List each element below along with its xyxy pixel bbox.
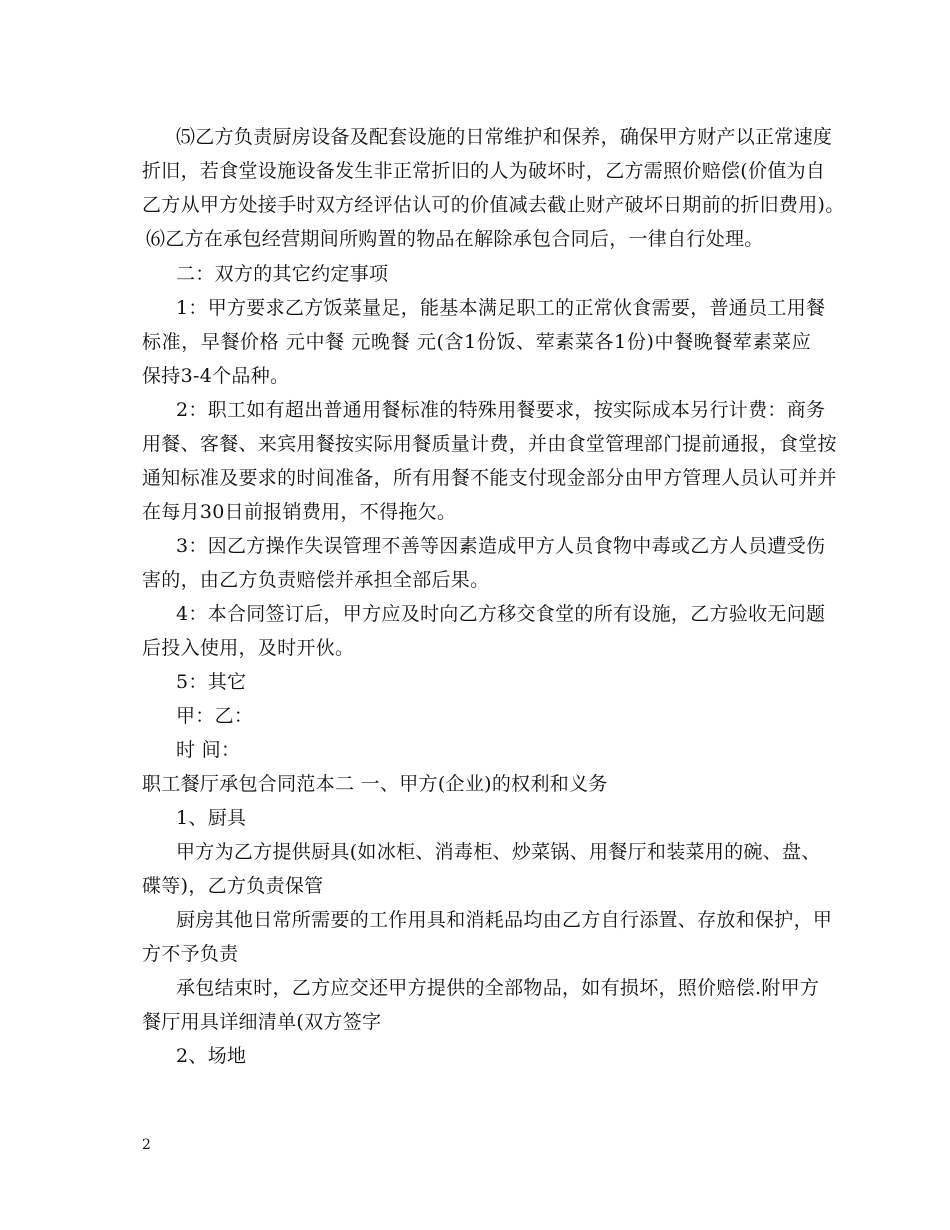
text-line: 方不予负责 (142, 943, 239, 965)
text-line: 碟等)，乙方负责保管 (142, 875, 324, 897)
text-line: 折旧，若食堂设施设备发生非正常折旧的人为破坏时，乙方需照价赔偿(价值为自 (142, 160, 826, 182)
text-line: 在每月30日前报销费用，不得拖欠。 (142, 501, 457, 523)
text-line: 1、厨具 (176, 807, 247, 829)
text-line: 害的，由乙方负责赔偿并承担全部后果。 (142, 569, 490, 591)
text-line: 标准，早餐价格 元中餐 元晚餐 元(含1份饭、荤素菜各1份)中餐晚餐荤素菜应 (142, 331, 812, 353)
text-line: 餐厅用具详细清单(双方签字 (142, 1011, 382, 1033)
text-line: 1：甲方要求乙方饭菜量足，能基本满足职工的正常伙食需要，普通员工用餐 (176, 297, 826, 319)
text-line: 2、场地 (176, 1045, 247, 1067)
text-line: 乙方从甲方处接手时双方经评估认可的价值减去截止财产破坏日期前的折旧费用)。 (142, 194, 845, 216)
text-line: 厨房其他日常所需要的工作用具和消耗品均由乙方自行添置、存放和保护，甲 (176, 909, 833, 931)
text-line: 保持3-4个品种。 (142, 365, 290, 387)
page-number: 2 (142, 1137, 151, 1153)
text-line: 通知标准及要求的时间准备，所有用餐不能支付现金部分由甲方管理人员认可并并 (142, 467, 837, 489)
text-line: 承包结束时，乙方应交还甲方提供的全部物品，如有损坏，照价赔偿.附甲方 (176, 977, 820, 999)
text-line: 3：因乙方操作失误管理不善等因素造成甲方人员食物中毒或乙方人员遭受伤 (176, 535, 826, 557)
text-line: 甲方为乙方提供厨具(如冰柜、消毒柜、炒菜锅、用餐厅和装菜用的碗、盘、 (176, 841, 821, 863)
text-line: 5：其它 (176, 671, 247, 693)
text-line: 后投入使用，及时开伙。 (142, 637, 355, 659)
text-line: 4：本合同签订后，甲方应及时向乙方移交食堂的所有设施，乙方验收无问题 (176, 603, 826, 625)
text-line: 用餐、客餐、来宾用餐按实际用餐质量计费，并由食堂管理部门提前通报，食堂按 (142, 433, 837, 455)
text-line: ⑹乙方在承包经营期间所购置的物品在解除承包合同后，一律自行处理。 (146, 228, 764, 250)
text-line: ⑸乙方负责厨房设备及配套设施的日常维护和保养，确保甲方财产以正常速度 (176, 126, 833, 148)
text-line: 时 间： (176, 739, 241, 761)
text-line: 2：职工如有超出普通用餐标准的特殊用餐要求，按实际成本另行计费：商务 (176, 399, 826, 421)
text-line: 职工餐厅承包合同范本二 一、甲方(企业)的权利和义务 (142, 773, 608, 795)
text-line: 甲：乙： (176, 705, 254, 727)
text-line: 二：双方的其它约定事项 (176, 263, 389, 285)
